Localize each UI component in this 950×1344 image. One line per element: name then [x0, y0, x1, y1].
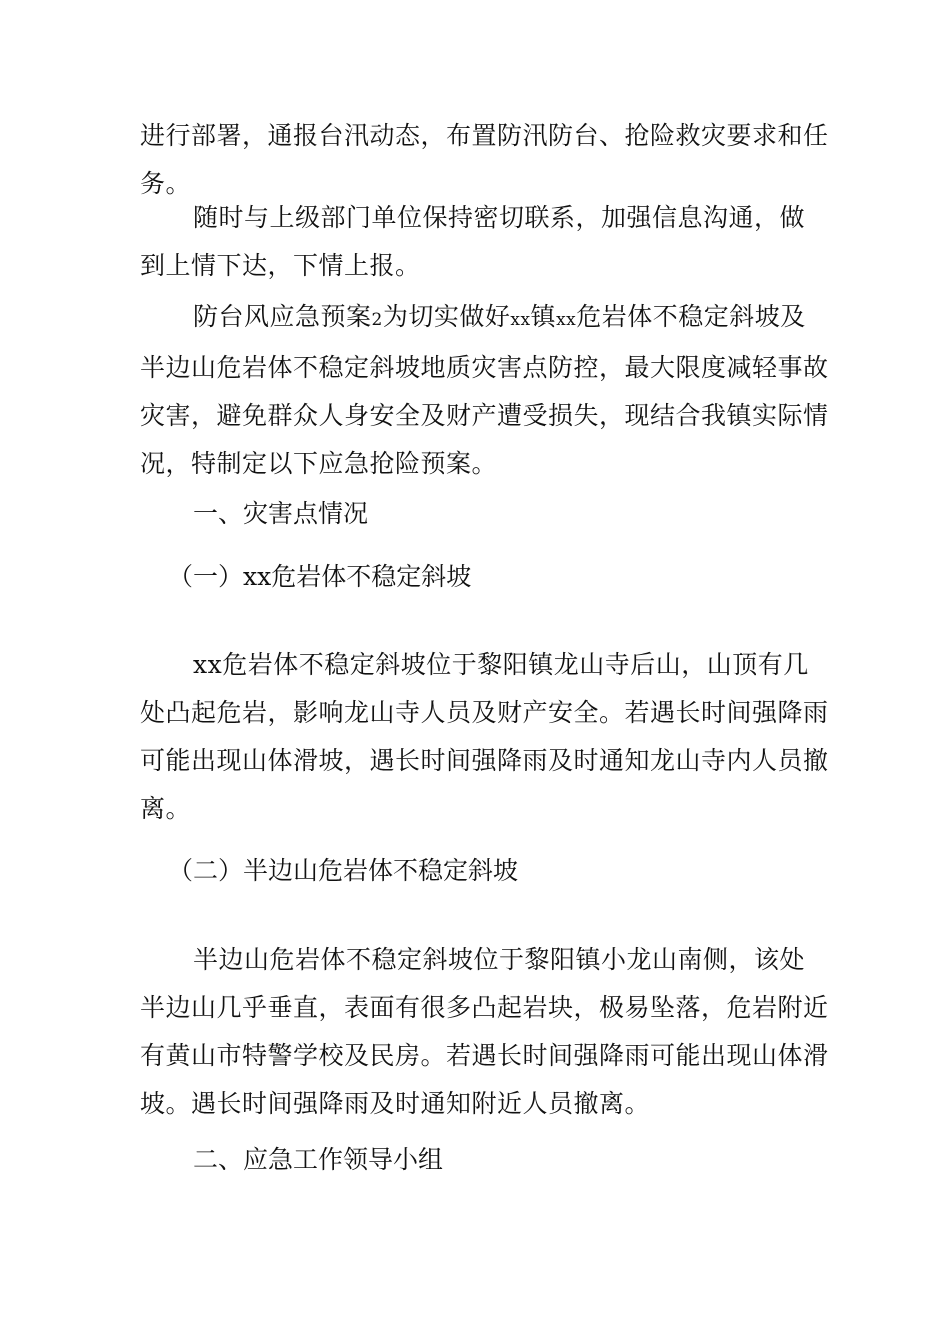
plan-number: 2	[371, 310, 383, 330]
section-heading-leadership-group: 二、应急工作领导小组	[193, 1145, 444, 1174]
section-heading-disaster-points: 一、灾害点情况	[193, 499, 369, 528]
plan-title-text: 防台风应急预案	[193, 302, 372, 331]
paragraph-plan-intro	[140, 293, 830, 488]
subheading-xx-slope: （一）xx危岩体不稳定斜坡	[168, 562, 472, 591]
placeholder-xx-site: xx	[556, 310, 577, 330]
plan-intro-text-3: 危岩体不稳定斜坡及半边山危岩体不稳定斜坡地质灾害点防控，最大限度减轻事故灾害，避免群众人身安全及财产遭受损失，现结合我镇实际情况，特制定以下应急抢险预案。	[140, 302, 829, 478]
plan-intro-text-2: 镇	[530, 302, 557, 331]
paragraph-deployment: 进行部署，通报台汛动态，布置防汛防台、抢险救灾要求和任务。	[140, 121, 829, 198]
paragraph-xx-slope-description: xx危岩体不稳定斜坡位于黎阳镇龙山寺后山，山顶有几处凸起危岩，影响龙山寺人员及财产安全。若遇长时间强降雨可能出现山体滑坡，遇长时间强降雨及时通知龙山寺内人员撤离。	[140, 650, 829, 823]
paragraph-banbianshan-description: 半边山危岩体不稳定斜坡位于黎阳镇小龙山南侧，该处半边山几乎垂直，表面有很多凸起岩块，极易坠落，危岩附近有黄山市特警学校及民房。若遇长时间强降雨可能出现山体滑坡。遇长时间强降雨及时通知附近人员撤离。	[140, 945, 829, 1118]
placeholder-xx-town: xx	[510, 310, 531, 330]
subheading-banbianshan-slope: （二）半边山危岩体不稳定斜坡	[168, 856, 519, 885]
plan-intro-text-1: 为切实做好	[382, 302, 511, 331]
paragraph-contact: 随时与上级部门单位保持密切联系，加强信息沟通，做到上情下达，下情上报。	[140, 203, 806, 280]
